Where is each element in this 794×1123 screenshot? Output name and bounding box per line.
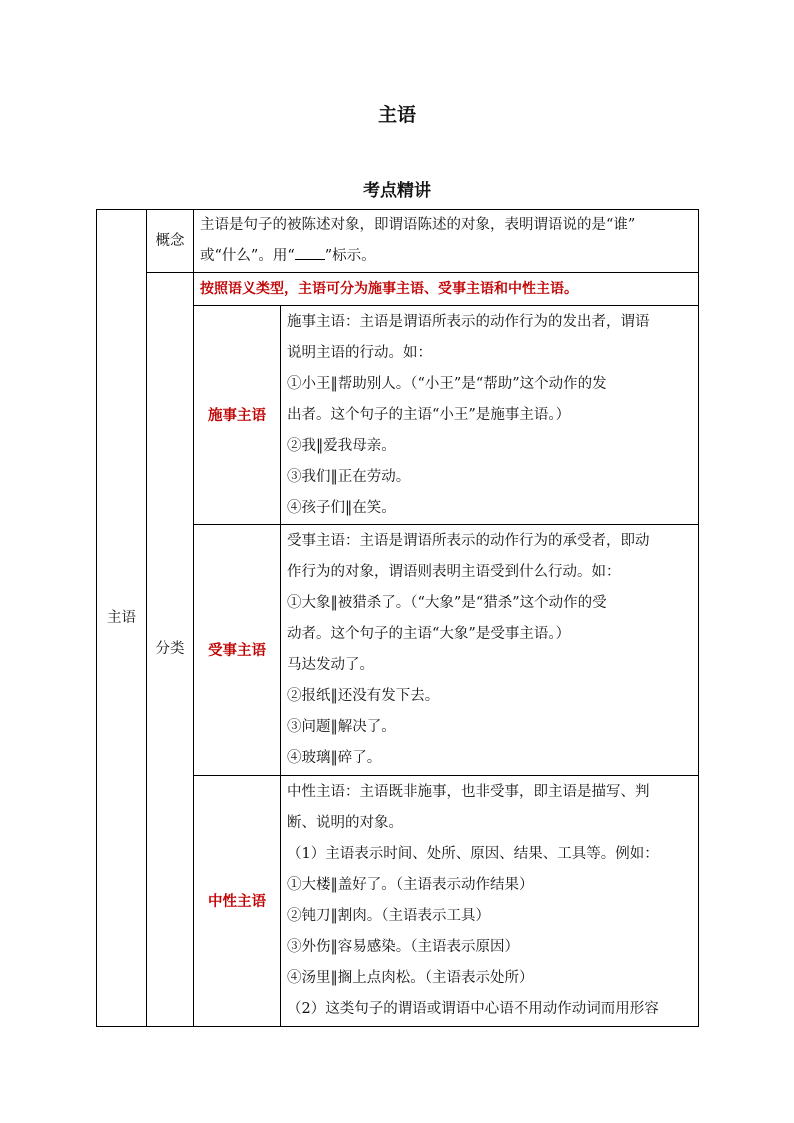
neutral-line: （1）主语表示时间、处所、原因、结果、工具等。例如： [287, 846, 659, 862]
agent-line: 施事主语：主语是谓语所表示的动作行为的发出者，谓语 [287, 313, 650, 330]
concept-label: 概念 [147, 210, 194, 273]
agent-subject-label: 施事主语 [194, 306, 281, 525]
concept-row [97, 210, 699, 273]
concept-line-2 [200, 241, 694, 272]
neutral-line: ①大楼‖盖好了。（主语表示动作结果） [287, 877, 534, 893]
neutral-subject-label: 中性主语 [194, 776, 281, 1027]
neutral-line: ③外伤‖容易感染。（主语表示原因） [287, 939, 519, 955]
patient-line: ①大象‖被猎杀了。（“大象”是“猎杀”这个动作的受 [287, 595, 607, 611]
concept-line-2-end: ”标示。 [324, 248, 376, 264]
patient-subject-content [281, 525, 699, 776]
neutral-line: 断、说明的对象。 [287, 815, 403, 831]
patient-line: ②报纸‖还没有发下去。 [287, 688, 440, 704]
neutral-line: ④汤里‖搁上点肉松。（主语表示处所） [287, 970, 534, 986]
neutral-line: （2）这类句子的谓语或谓语中心语不用动作动词而用形容 [287, 1001, 659, 1017]
concept-definition [194, 210, 699, 273]
neutral-line: ②钝刀‖割肉。（主语表示工具） [287, 908, 490, 924]
agent-line: ③我们‖正在劳动。 [287, 468, 411, 485]
agent-subject-content [281, 306, 699, 525]
neutral-line: 中性主语：主语既非施事，也非受事，即主语是描写、判 [287, 784, 650, 800]
agent-line: ④孩子们‖在笑。 [287, 499, 396, 516]
classification-label: 分类 [147, 273, 194, 1027]
agent-line: 说明主语的行动。如： [287, 344, 432, 361]
patient-subject-label: 受事主语 [194, 525, 281, 776]
agent-line: ②我‖爱我母亲。 [287, 437, 396, 454]
underline-mark [295, 247, 325, 260]
concept-line-1: 主语是句子的被陈述对象，即谓语陈述的对象，表明谓语说的是“谁” [200, 217, 636, 233]
concept-line-2-start: 或“什么”。用“ [200, 248, 295, 264]
classification-intro-row [97, 273, 699, 306]
agent-line: 出者。这个句子的主语“小王”是施事主语。） [287, 406, 571, 423]
patient-line: ③问题‖解决了。 [287, 719, 396, 735]
patient-line: 动者。这个句子的主语“大象”是受事主语。） [287, 626, 571, 642]
page-title: 主语 [377, 104, 416, 126]
section-title: 考点精讲 [363, 181, 431, 201]
patient-line: 受事主语：主语是谓语所表示的动作行为的承受者，即动 [287, 533, 650, 549]
patient-line: 作行为的对象，谓语则表明主语受到什么行动。如： [287, 564, 621, 580]
patient-line: 马达发动了。 [287, 657, 374, 673]
topic-cell: 主语 [97, 210, 147, 1027]
classification-intro: 按照语义类型，主语可分为施事主语、受事主语和中性主语。 [194, 273, 699, 306]
patient-line: ④玻璃‖碎了。 [287, 750, 382, 766]
subject-table [96, 209, 699, 1027]
neutral-subject-content [281, 776, 699, 1027]
agent-line: ①小王‖帮助别人。（“小王”是“帮助”这个动作的发 [287, 375, 607, 392]
